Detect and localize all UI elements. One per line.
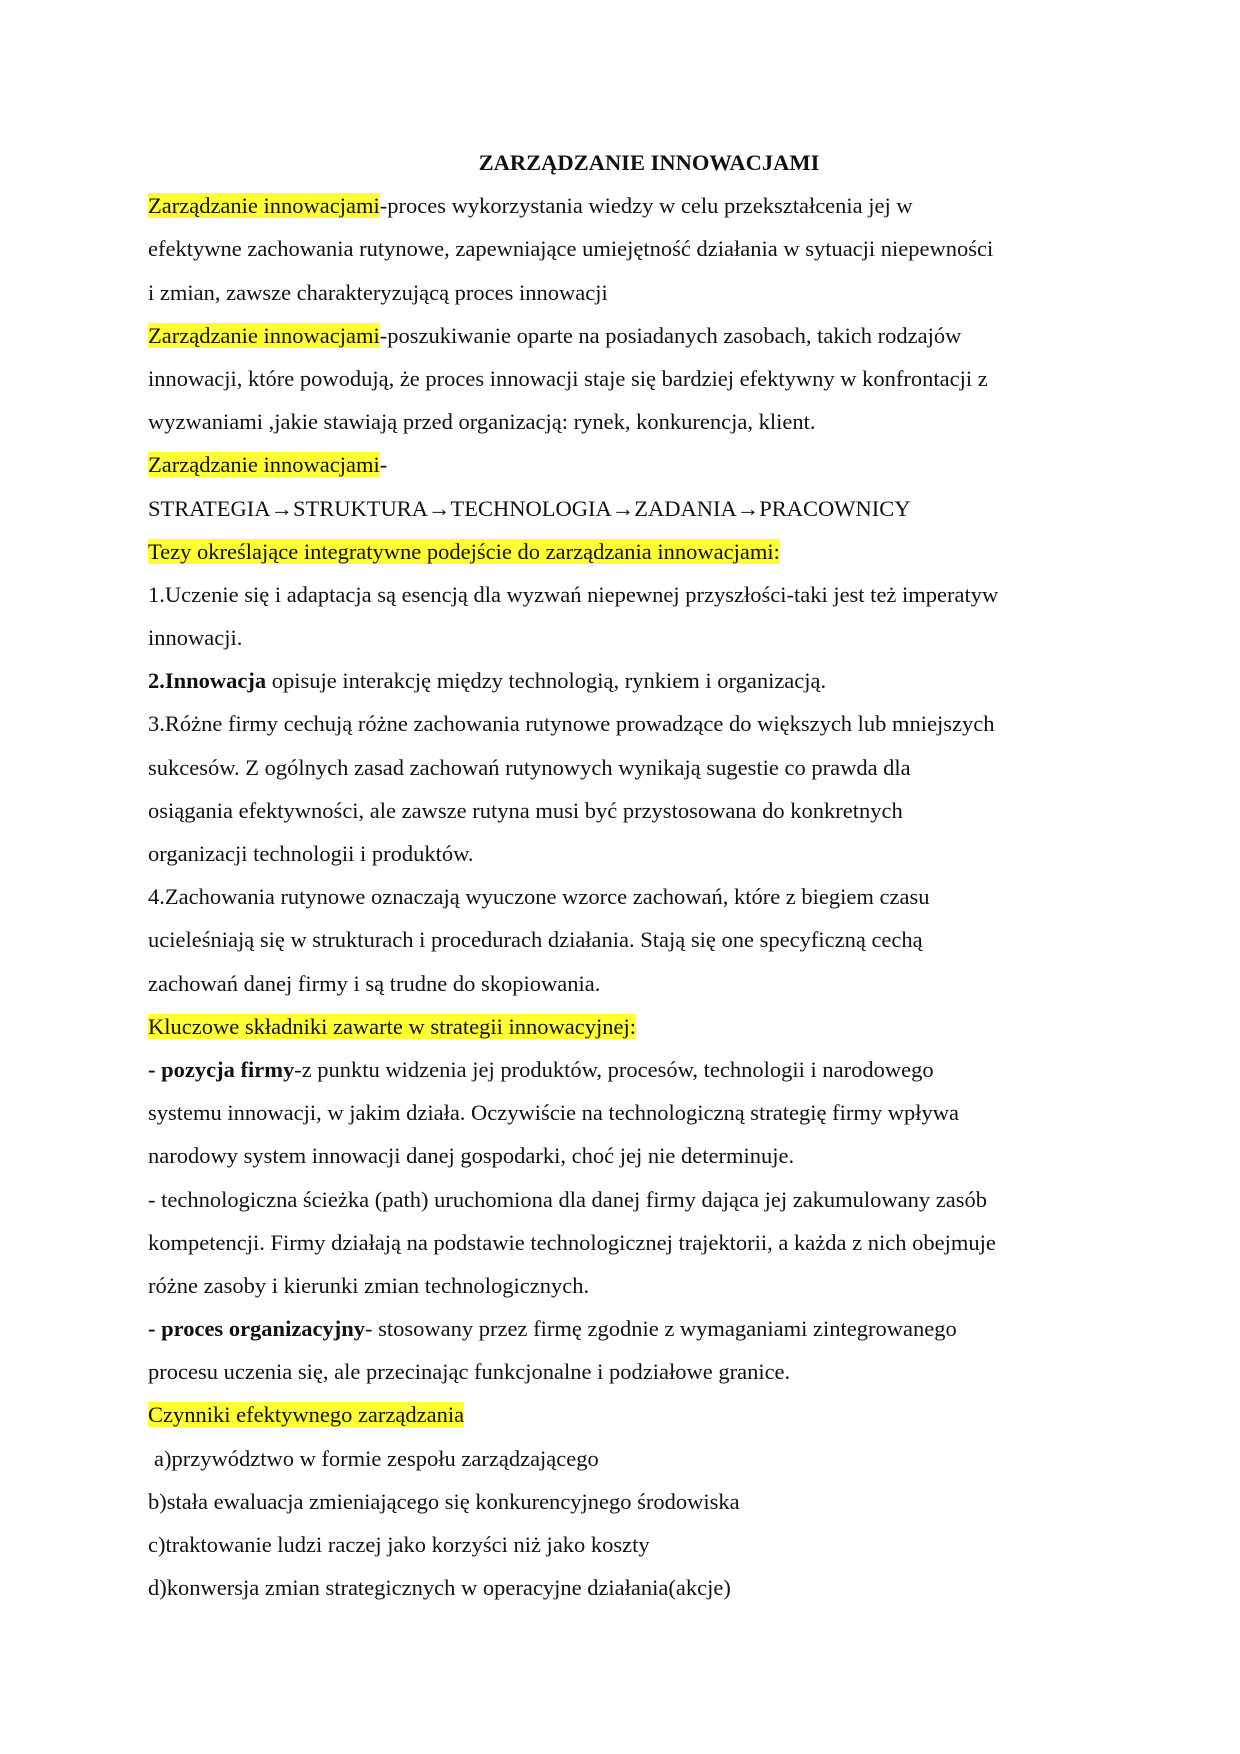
thesis-2 (148, 659, 1108, 702)
component-text: - stosowany przez firmę zgodnie z wymaganiami zintegrowanego (365, 1316, 957, 1342)
factor-a: a)przywództwo w formie zespołu zarządzającego (154, 1445, 599, 1471)
text-line: osiągania efektywności, ale zawsze rutyna musi być przystosowana do konkretnych (148, 797, 903, 823)
text-line: organizacji technologii i produktów. (148, 841, 474, 866)
text-line: narodowy system innowacji danej gospodarki, choć jej nie determinuje. (148, 1143, 795, 1169)
definition-3 (148, 443, 1108, 486)
text-line: zachowań danej firmy i są trudne do skopiowania. (148, 970, 601, 996)
thesis-3: 3.Różne firmy cechują różne zachowania rutynowe prowadzące do większych lub mniejszych (148, 711, 995, 737)
highlighted-term: Zarządzanie innowacjami (148, 193, 380, 219)
component-3 (148, 1307, 1108, 1350)
text-line: różne zasoby i kierunki zmian technologicznych. (148, 1272, 590, 1298)
bold-term: - proces organizacyjny (148, 1316, 366, 1342)
thesis-4: 4.Zachowania rutynowe oznaczają wyuczone wzorce zachowań, które z biegiem czasu (148, 884, 930, 910)
highlighted-heading: Kluczowe składniki zawarte w strategii innowacyjnej: (148, 1013, 636, 1039)
factor-c: c)traktowanie ludzi raczej jako korzyści niż jako koszty (148, 1532, 650, 1557)
definition-1 (148, 184, 1108, 227)
strategy-chain: STRATEGIA→STRUKTURA→TECHNOLOGIA→ZADANIA→PRACOWNICY (148, 495, 911, 521)
factor-d: d)konwersja zmian strategicznych w operacyjne działania(akcje) (148, 1575, 731, 1601)
document-body (148, 141, 1108, 1609)
text-line: ucieleśniają się w strukturach i procedurach działania. Stają się one specyficzną cechą (148, 927, 923, 953)
page-title: ZARZĄDZANIE INNOWACJAMI (478, 150, 820, 175)
thesis-1: 1.Uczenie się i adaptacja są esencją dla wyzwań niepewnej przyszłości-taki jest też imperatyw (148, 581, 999, 607)
text-line: procesu uczenia się, ale przecinając funkcjonalne i podziałowe granice. (148, 1359, 791, 1385)
definition-dash: - (379, 452, 388, 478)
components-heading (148, 1005, 1108, 1048)
text-line: systemu innowacji, w jakim działa. Oczywiście na technologiczną strategię firmy wpływa (148, 1100, 959, 1126)
definition-text: -proces wykorzystania wiedzy w celu przekształcenia jej w (379, 193, 913, 219)
thesis-text: opisuje interakcję między technologią, rynkiem i organizacją. (266, 668, 827, 694)
text-line: efektywne zachowania rutynowe, zapewniające umiejętność działania w sytuacji niepewności (148, 236, 994, 262)
component-1 (148, 1048, 1108, 1091)
bold-term: - pozycja firmy (148, 1056, 295, 1082)
text-line: i zmian, zawsze charakteryzującą proces innowacji (148, 279, 608, 305)
factors-heading (148, 1393, 1108, 1436)
bold-term: 2.Innowacja (148, 668, 267, 694)
text-line: innowacji, które powodują, że proces innowacji staje się bardziej efektywny w konfrontacji z (148, 365, 988, 391)
component-2: - technologiczna ścieżka (path) uruchomiona dla danej firmy dająca jej zakumulowany zasób (148, 1186, 988, 1212)
text-line: kompetencji. Firmy działają na podstawie technologicznej trajektorii, a każda z nich obejmuje (148, 1229, 996, 1255)
definition-2 (148, 314, 1108, 357)
highlighted-heading: Tezy określające integratywne podejście do zarządzania innowacjami: (148, 538, 780, 564)
text-line: sukcesów. Z ogólnych zasad zachowań rutynowych wynikają sugestie co prawda dla (148, 754, 911, 780)
text-line: wyzwaniami ,jakie stawiają przed organizacją: rynek, konkurencja, klient. (148, 409, 816, 435)
highlighted-heading: Czynniki efektywnego zarządzania (148, 1402, 465, 1428)
component-text: -z punktu widzenia jej produktów, procesów, technologii i narodowego (294, 1056, 934, 1082)
highlighted-term: Zarządzanie innowacjami (148, 322, 380, 348)
theses-heading (148, 530, 1108, 573)
factor-b: b)stała ewaluacja zmieniającego się konkurencyjnego środowiska (148, 1488, 740, 1514)
text-line: innowacji. (148, 625, 243, 651)
definition-text: -poszukiwanie oparte na posiadanych zasobach, takich rodzajów (379, 322, 962, 348)
highlighted-term: Zarządzanie innowacjami (148, 452, 380, 478)
